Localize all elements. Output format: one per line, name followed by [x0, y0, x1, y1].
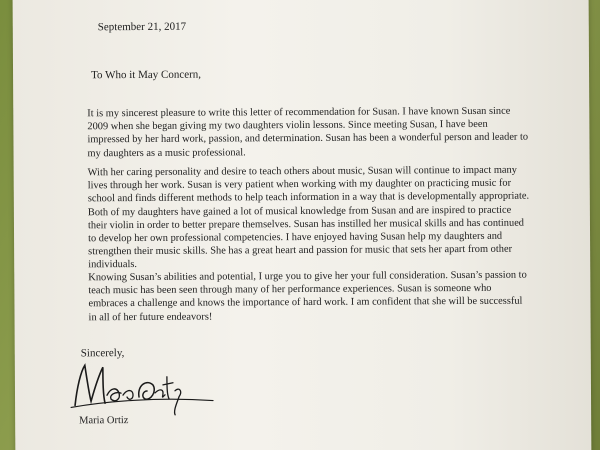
paragraph-line: With her caring personality and desire to teach others about music, Susan will continue to impact many — [87, 164, 517, 179]
paragraph-line: strengthen their music skills. She has a great heart and passion for music that sets her apart from other — [88, 243, 513, 258]
paragraph-2 — [88, 164, 529, 272]
letter-page — [13, 0, 592, 450]
letter-closing: Sincerely, — [80, 347, 125, 360]
paragraph-line: Knowing Susan’s abilities and potential, I urge you to give her your full consideration. Susan’s passion to — [88, 269, 527, 284]
paragraph-3 — [88, 269, 528, 324]
letter-salutation: To Who it May Concern, — [91, 68, 202, 82]
paragraph-line: Both of my daughters have gained a lot of musical knowledge from Susan and are inspired to practice — [87, 204, 512, 218]
paragraph-line: in all of her future endeavors! — [88, 311, 213, 323]
signer-name: Maria Ortiz — [79, 415, 129, 427]
paragraph-line: lives through her work. Susan is very patient when working with my daughter on practicing music for — [87, 177, 512, 192]
paragraph-line: individuals. — [88, 259, 138, 271]
handwritten-signature — [67, 357, 217, 420]
paragraph-line: my daughters as a music professional. — [87, 146, 246, 159]
paragraph-line: their violin in order to better prepare themselves. Susan has instilled her musical skills and has continued — [87, 217, 525, 232]
paragraph-line: It is my sincerest pleasure to write this letter of recommendation for Susan. I have known Susan since — [87, 105, 511, 120]
paragraph-line: teach music has been seen through many of her performance experiences. Susan is someone who — [88, 283, 492, 297]
paragraph-line: impressed by her hard work, passion, and determination. Susan has been a wonderful person and leader to — [87, 132, 529, 146]
paragraph-line: embraces a challenge and knows the importance of hard work. I am confident that she will be successful — [88, 296, 523, 310]
letter-date: September 21, 2017 — [97, 20, 187, 34]
paragraph-line: school and finds different methods to help teach information in a way that is developmentally appropriate. — [87, 191, 530, 205]
paragraph-1 — [87, 105, 527, 160]
paragraph-line: to develop her own professional competencies. I have enjoyed having Susan help my daughters and — [88, 230, 503, 245]
paragraph-line: 2009 when she began giving my two daughters violin lessons. Since meeting Susan, I have been — [87, 119, 488, 133]
